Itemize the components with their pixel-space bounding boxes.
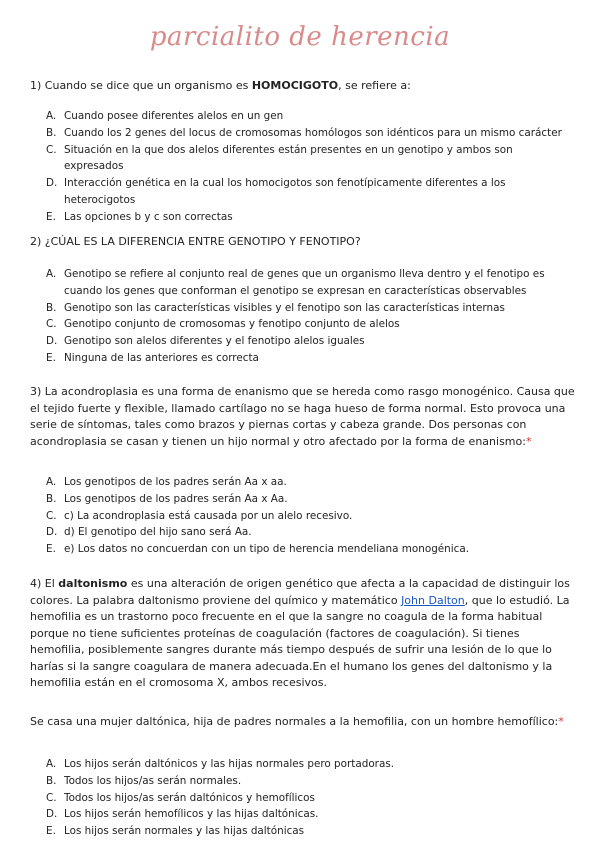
question-4-stem-mid: es una alteración de origen genético que afecta a la capacidad de distinguir los colores. La palabra daltonismo proviene del químico y matemático — [30, 577, 570, 607]
question-4-stem-end: , que lo estudió. La hemofilia es un trastorno poco frecuente en el que la sangre no coagula de la forma habitual porque no tiene suficientes proteínas de coagulación (factores de coagulación). Si tienes hemofilia, posiblemente sangres durante más tiempo después de sufrir una lesión de lo que lo harías si la sangre coagulara de manera adecuada.En el humano los genes del daltonismo y la hemofilia están en el cromosoma X, ambos recesivos. — [30, 593, 570, 689]
option-text: Genotipo se refiere al conjunto real de genes que un organismo lleva dentro y el fenotipo es cuando los genes que conforman el genotipo se expresan en características observables — [64, 268, 545, 297]
option-e[interactable] — [30, 541, 575, 558]
option-text: Genotipo son alelos diferentes y el fenotipo alelos iguales — [64, 335, 365, 348]
question-1-keyword: HOMOCIGOTO — [251, 79, 339, 92]
option-text: d) El genotipo del hijo sano será Aa. — [64, 526, 252, 539]
option-e[interactable] — [30, 823, 575, 840]
option-letter: C. — [46, 791, 57, 804]
option-text: Las opciones b y c son correctas — [64, 210, 233, 223]
question-3-stem — [30, 384, 575, 450]
option-letter: B. — [46, 301, 57, 314]
option-a[interactable] — [30, 756, 575, 773]
required-asterisk: * — [558, 715, 564, 728]
option-letter: E. — [46, 825, 56, 838]
option-letter: D. — [46, 808, 58, 821]
option-d[interactable] — [30, 806, 575, 823]
option-e[interactable] — [30, 350, 575, 367]
option-d[interactable] — [30, 175, 575, 209]
question-4-stem-text: 4) El — [30, 577, 59, 590]
option-letter: B. — [46, 126, 57, 139]
option-letter: D. — [46, 526, 58, 539]
option-text: Todos los hijos/as serán normales. — [64, 774, 242, 787]
option-letter: A. — [46, 758, 57, 770]
option-a[interactable] — [30, 108, 575, 125]
question-4-sub — [30, 714, 575, 731]
option-letter: B. — [46, 774, 57, 787]
option-letter: D. — [46, 335, 58, 348]
question-3 — [30, 384, 575, 450]
option-text: Ninguna de las anteriores es correcta — [64, 351, 259, 364]
option-letter: C. — [46, 509, 57, 522]
question-1-stem — [30, 78, 575, 95]
option-text: Situación en la que dos alelos diferentes están presentes en un genotipo y ambos son expresados — [64, 143, 513, 173]
question-4-sub-stem-text: Se casa una mujer daltónica, hija de padres normales a la hemofilia, con un hombre hemofílico: — [30, 715, 559, 728]
option-text: Los hijos serán normales y las hijas daltónicas — [64, 825, 305, 838]
option-letter: E. — [46, 351, 56, 364]
question-4-options — [30, 756, 575, 840]
question-2-stem: 2) ¿CÚAL ES LA DIFERENCIA ENTRE GENOTIPO Y FENOTIPO? — [30, 235, 361, 248]
option-d[interactable] — [30, 524, 575, 541]
option-letter: A. — [46, 268, 57, 280]
option-c[interactable] — [30, 316, 575, 333]
option-text: Los genotipos de los padres serán Aa x aa. — [64, 476, 287, 488]
option-c[interactable] — [30, 508, 575, 525]
option-text: c) La acondroplasia está causada por un alelo recesivo. — [64, 509, 353, 522]
question-1 — [30, 78, 575, 95]
option-text: Interacción genética en la cual los homocigotos son fenotípicamente diferentes a los heterocigotos — [64, 177, 506, 206]
option-text: e) Los datos no concuerdan con un tipo de herencia mendeliana monogénica. — [64, 543, 470, 556]
option-b[interactable] — [30, 773, 575, 790]
question-1-stem-text: 1) Cuando se dice que un organismo es — [30, 79, 252, 92]
option-letter: E. — [46, 543, 56, 556]
question-1-options — [30, 108, 575, 226]
question-4 — [30, 576, 575, 692]
option-letter: E. — [46, 210, 56, 223]
option-text: Cuando los 2 genes del locus de cromosomas homólogos son idénticos para un mismo carácter — [64, 126, 562, 139]
question-2-options — [30, 266, 575, 367]
option-a[interactable] — [30, 474, 575, 491]
option-text: Los hijos serán daltónicos y las hijas normales pero portadoras. — [64, 758, 395, 770]
option-text: Genotipo son las características visibles y el fenotipo son las características internas — [64, 301, 505, 314]
question-2 — [30, 234, 575, 251]
question-3-stem-text: 3) La acondroplasia es una forma de enanismo que se hereda como rasgo monogénico. Causa que el tejido fuerte y flexible, llamado cartílago no se haga hueso de forma normal. Esto provoca una serie de síntomas, tales como brazos y piernas cortas y cabeza grande. Dos personas con acondroplasia se casan y tienen un hijo normal y otro afectado por la forma de enanismo: — [30, 385, 575, 448]
option-letter: A. — [46, 110, 57, 122]
option-c[interactable] — [30, 790, 575, 807]
option-b[interactable] — [30, 300, 575, 317]
question-4-sub-stem — [30, 714, 575, 731]
option-b[interactable] — [30, 125, 575, 142]
john-dalton-link[interactable]: John Dalton — [401, 593, 465, 607]
option-a[interactable] — [30, 266, 575, 300]
page-title: parcialito de herencia — [149, 22, 451, 52]
option-text: Los genotipos de los padres serán Aa x Aa. — [64, 492, 288, 505]
option-e[interactable] — [30, 209, 575, 226]
question-4-stem — [30, 576, 575, 692]
question-4-keyword: daltonismo — [58, 577, 128, 590]
option-letter: D. — [46, 177, 58, 190]
option-text: Cuando posee diferentes alelos en un gen — [64, 110, 284, 122]
option-d[interactable] — [30, 333, 575, 350]
option-letter: A. — [46, 476, 57, 488]
option-letter: C. — [46, 318, 57, 331]
option-text: Los hijos serán hemofílicos y las hijas daltónicas. — [64, 808, 319, 821]
question-3-options — [30, 474, 575, 558]
option-c[interactable] — [30, 142, 575, 176]
option-text: Genotipo conjunto de cromosomas y fenotipo conjunto de alelos — [64, 318, 400, 331]
required-asterisk: * — [525, 434, 532, 448]
option-text: Todos los hijos/as serán daltónicos y hemofílicos — [64, 791, 315, 804]
option-letter: C. — [46, 143, 57, 156]
option-letter: B. — [46, 492, 57, 505]
question-1-stem-end: , se refiere a: — [338, 79, 411, 92]
option-b[interactable] — [30, 491, 575, 508]
